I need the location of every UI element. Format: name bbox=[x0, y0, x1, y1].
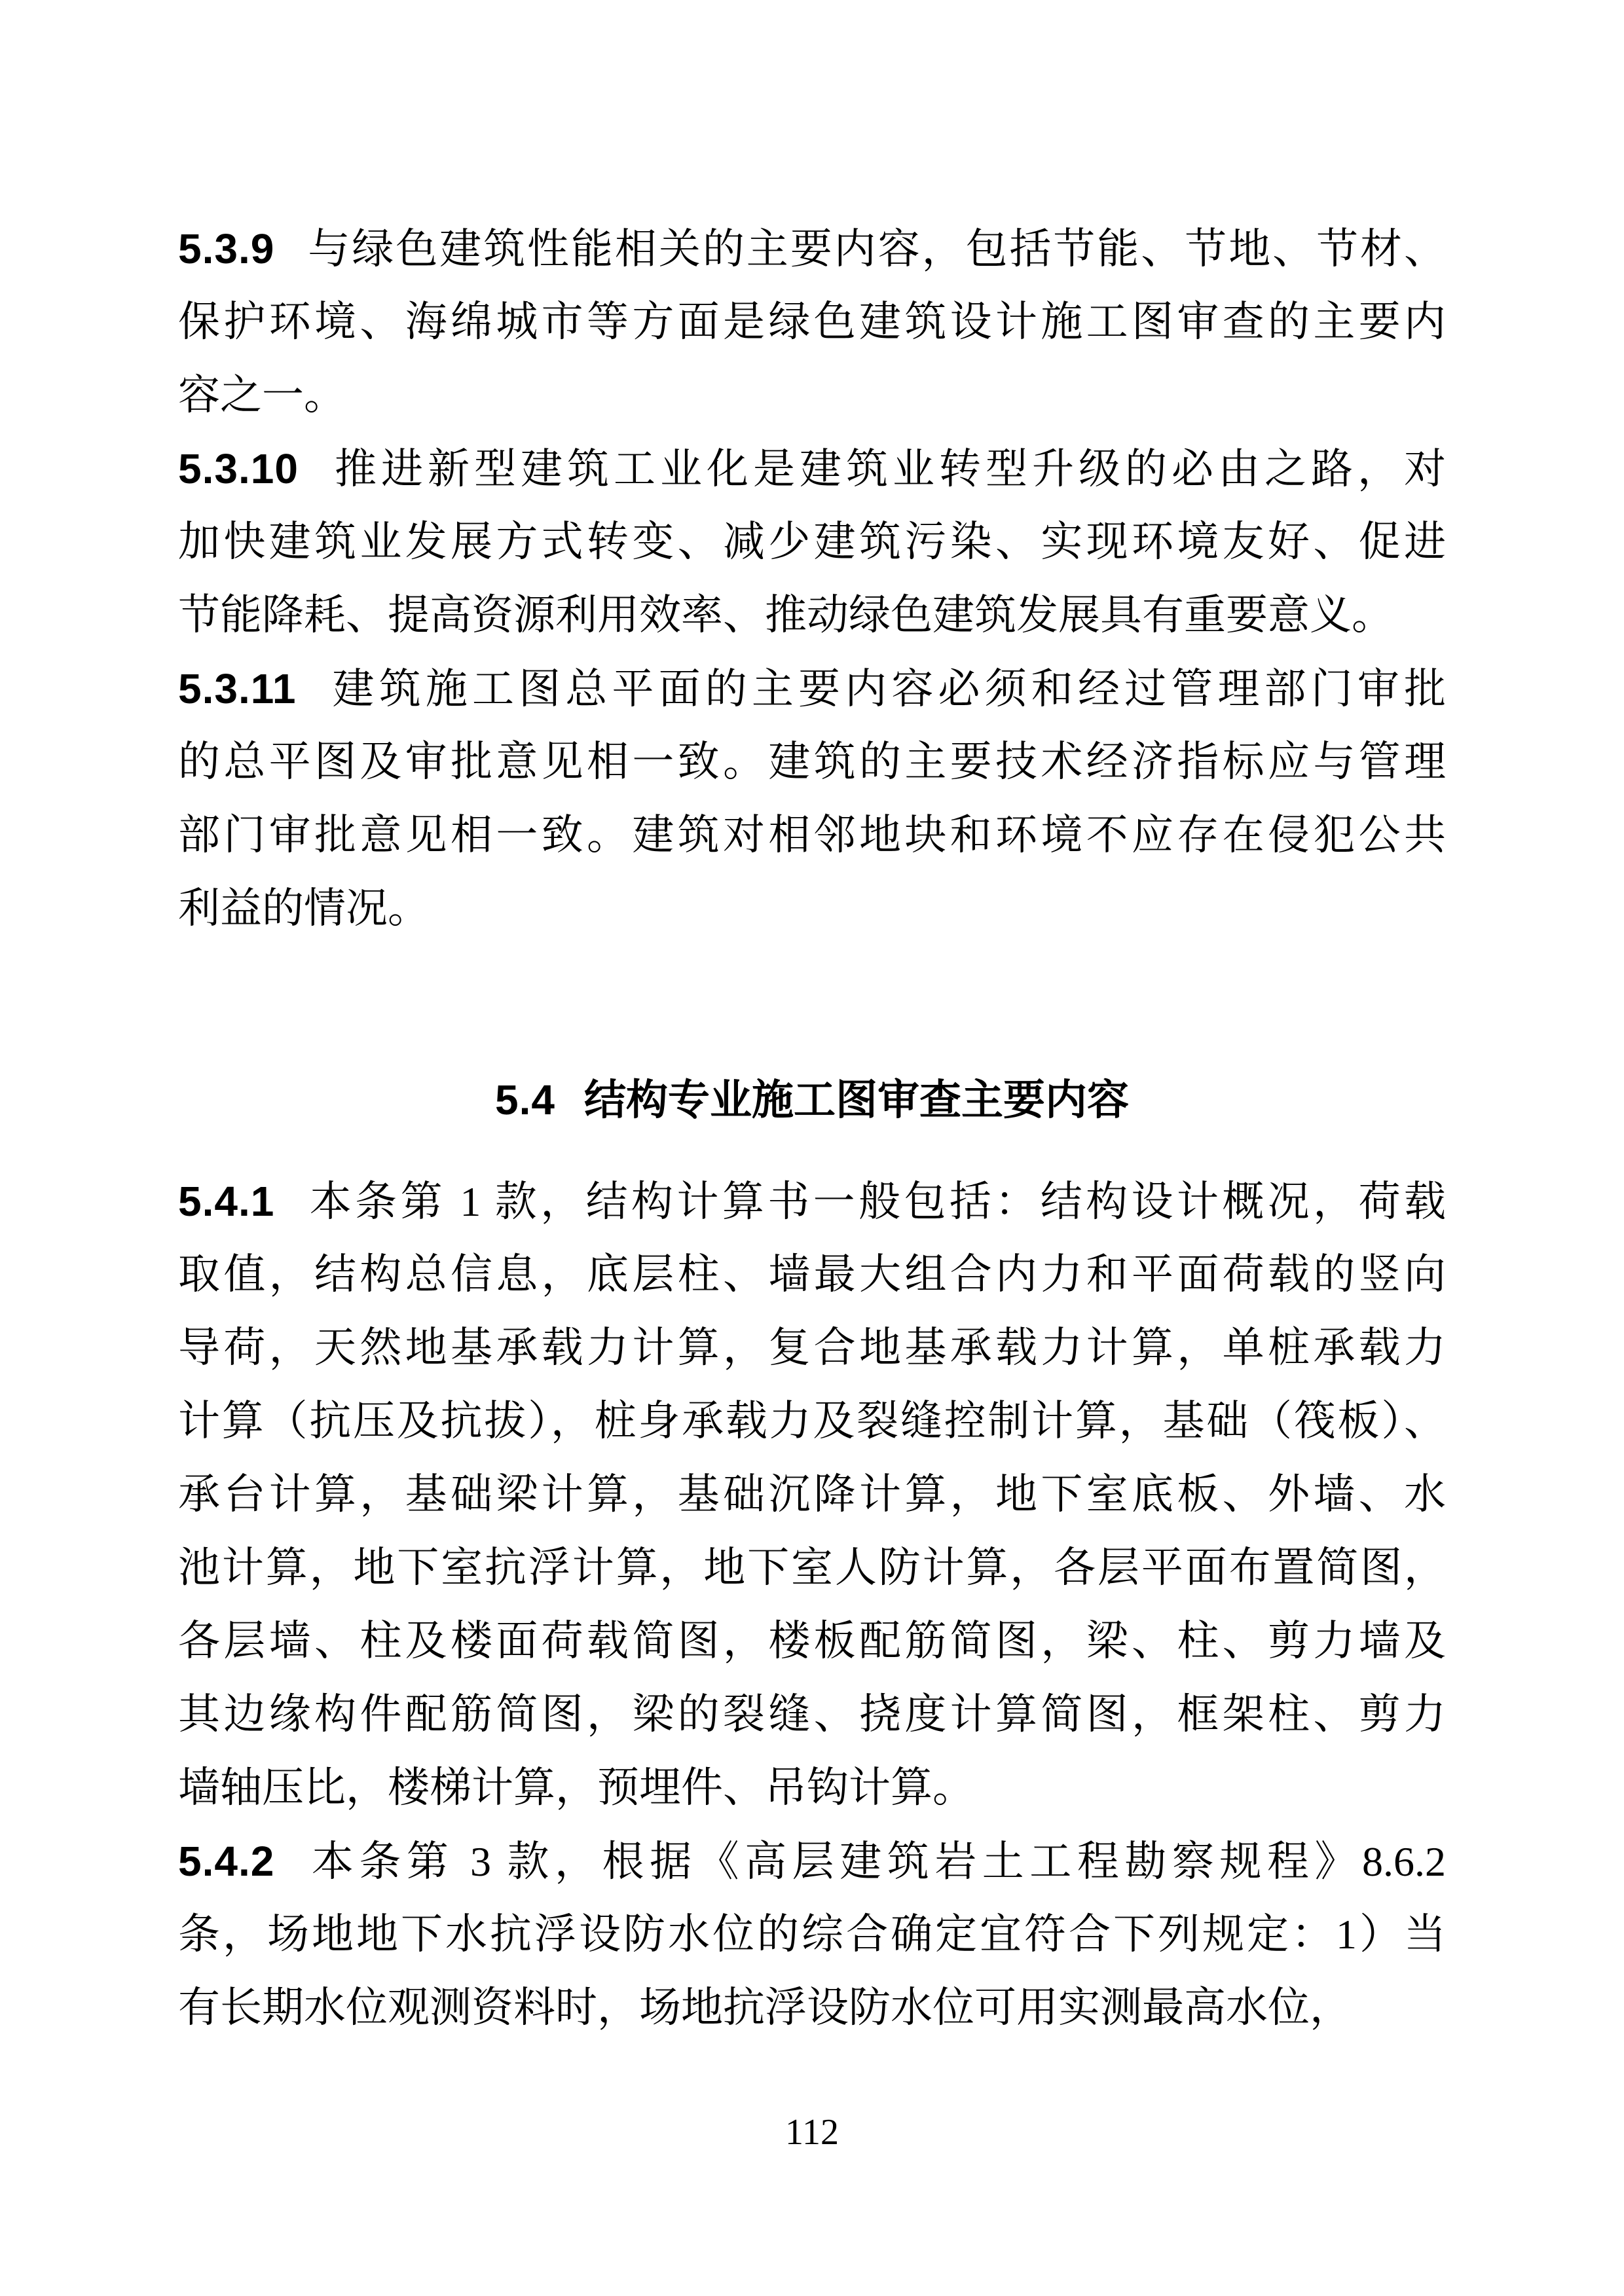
section-heading-title: 结构专业施工图审查主要内容 bbox=[583, 1076, 1129, 1123]
clause-paragraph bbox=[178, 432, 1446, 652]
text-line: 有长期水位观测资料时，场地抗浮设防水位可用实测最高水位， bbox=[178, 1984, 1352, 2031]
clause-paragraph bbox=[178, 212, 1446, 432]
text-line: 利益的情况。 bbox=[178, 885, 430, 932]
clause-number: 5.3.11 bbox=[178, 665, 297, 712]
clause-number: 5.3.9 bbox=[178, 225, 275, 272]
clause-paragraph bbox=[178, 1165, 1446, 1825]
section-heading-number: 5.4 bbox=[495, 1076, 555, 1123]
text-line: 条，场地地下水抗浮设防水位的综合确定宜符合下列规定：1）当 bbox=[178, 1911, 1446, 1958]
text-line: 导荷，天然地基承载力计算，复合地基承载力计算，单桩承载力 bbox=[178, 1324, 1446, 1371]
section-5-3-commentary bbox=[178, 212, 1446, 945]
text-line: 保护环境、海绵城市等方面是绿色建筑设计施工图审查的主要内 bbox=[178, 299, 1446, 345]
text-line: 5.3.9 与绿色建筑性能相关的主要内容，包括节能、节地、节材、 bbox=[178, 225, 1446, 272]
text-line: 的总平图及审批意见相一致。建筑的主要技术经济指标应与管理 bbox=[178, 738, 1446, 785]
text-line: 墙轴压比，楼梯计算，预埋件、吊钩计算。 bbox=[178, 1764, 974, 1811]
text-line: 取值，结构总信息，底层柱、墙最大组合内力和平面荷载的竖向 bbox=[178, 1251, 1446, 1298]
clause-number: 5.4.1 bbox=[178, 1178, 275, 1225]
text-line: 承台计算，基础梁计算，基础沉降计算，地下室底板、外墙、水 bbox=[178, 1471, 1446, 1518]
text-line: 容之一。 bbox=[178, 372, 346, 418]
text-line: 5.3.11 建筑施工图总平面的主要内容必须和经过管理部门审批 bbox=[178, 665, 1446, 712]
text-line: 池计算，地下室抗浮计算，地下室人防计算，各层平面布置简图， bbox=[178, 1544, 1446, 1591]
text-line: 5.4.2 本条第 3 款，根据《高层建筑岩土工程勘察规程》8.6.2 bbox=[178, 1838, 1446, 1885]
text-line: 部门审批意见相一致。建筑对相邻地块和环境不应存在侵犯公共 bbox=[178, 812, 1446, 858]
section-5-4-commentary bbox=[178, 1165, 1446, 2045]
clause-number: 5.3.10 bbox=[178, 445, 299, 492]
text-line: 节能降耗、提高资源利用效率、推动绿色建筑发展具有重要意义。 bbox=[178, 592, 1393, 638]
clause-paragraph bbox=[178, 652, 1446, 945]
clause-paragraph bbox=[178, 1825, 1446, 2045]
text-line: 各层墙、柱及楼面荷载简图，楼板配筋简图，梁、柱、剪力墙及 bbox=[178, 1618, 1446, 1664]
text-line: 5.4.1 本条第 1 款，结构计算书一般包括：结构设计概况，荷载 bbox=[178, 1178, 1446, 1225]
text-line: 其边缘构件配筋简图，梁的裂缝、挠度计算简图，框架柱、剪力 bbox=[178, 1691, 1446, 1738]
section-heading-5-4 bbox=[178, 1063, 1446, 1137]
text-line: 计算（抗压及抗拔），桩身承载力及裂缝控制计算，基础（筏板）、 bbox=[178, 1398, 1446, 1444]
text-line: 5.3.10 推进新型建筑工业化是建筑业转型升级的必由之路，对 bbox=[178, 445, 1446, 492]
clause-number: 5.4.2 bbox=[178, 1838, 275, 1885]
text-line: 加快建筑业发展方式转变、减少建筑污染、实现环境友好、促进 bbox=[178, 519, 1446, 565]
page-number: 112 bbox=[785, 2112, 839, 2153]
